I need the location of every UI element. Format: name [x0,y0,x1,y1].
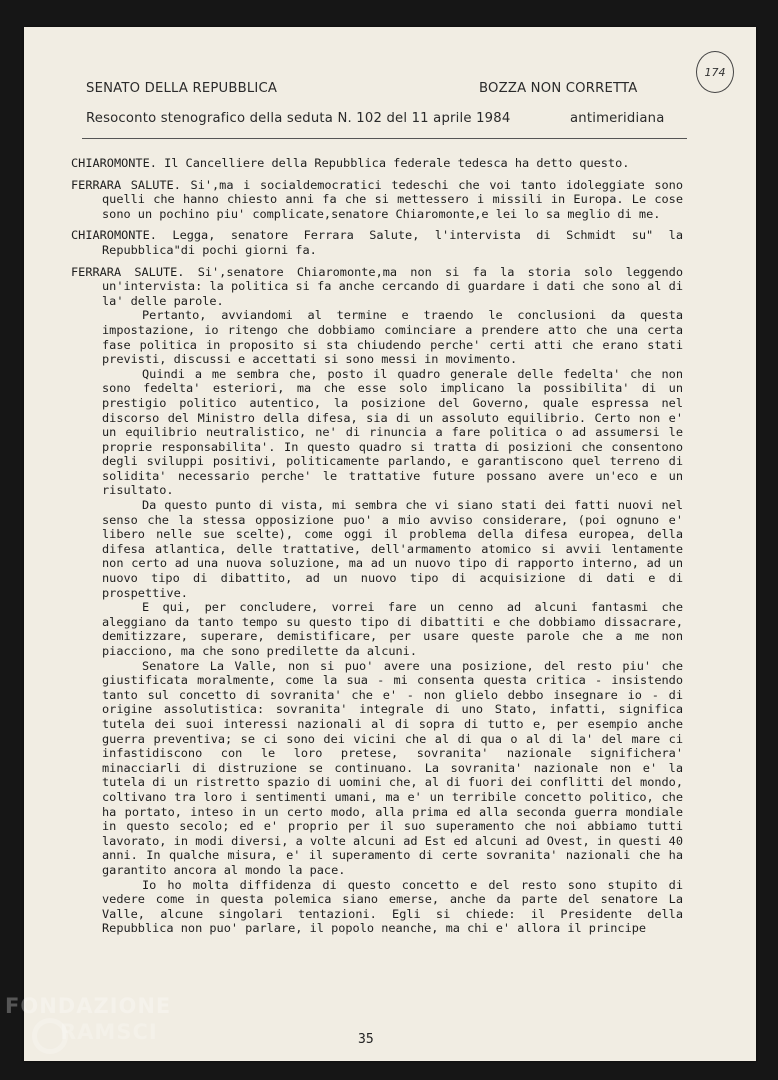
continuation-paragraph: Io ho molta diffidenza di questo concetto e del resto sono stupito di vedere come in questa polemica siano emerse, anche da parte del senatore La Valle, alcune singolari tentazioni. Egli si chiede: il Presidente della Repubblica non puo' parlare, il popolo neanche, ma chi e' allora il principe [102,877,683,936]
continuation-paragraph: Da questo punto di vista, mi sembra che vi siano stati dei fatti nuovi nel senso che la stessa opposizione puo' a mio avviso considerare, (poi ognuno e' libero nelle sue scelte), come oggi il problema della difesa europea, della difesa atlantica, delle trattative, dell'armamento atomico si avvii lentamente non certo ad una nuova soluzione, ma ad un nuovo tipo di rapporto interno, ad un nuovo tipo di dibattito, ad un nuovo tipo di acquisizione di dati e di prospettive. [102,498,683,600]
page-number: 35 [358,1032,374,1047]
speaker-name: FERRARA SALUTE. [71,264,185,279]
continuation-paragraph: E qui, per concludere, vorrei fare un cenno ad alcuni fantasmi che aleggiano da tanto tempo su questo tipo di dibattiti e che dobbiamo dissacrare, demitizzare, superare, demistificare, per usare queste parole che a me non piacciono, ma che sono predilette da alcuni. [102,600,683,658]
speaker-name: CHIAROMONTE. [71,156,157,170]
archive-stamp: 174 [696,51,734,93]
watermark-logo-line1: FONDAZIONE [5,994,172,1018]
header-divider [82,138,687,139]
draft-label: BOZZA NON CORRETTA [479,81,638,96]
session-period: antimeridiana [570,111,665,126]
speech-text: Legga, senatore Ferrara Salute, l'intervista di Schmidt su" la Repubblica"di pochi giorni fa. [102,228,684,257]
speech-text: Il Cancelliere della Repubblica federale tedesca ha detto questo. [164,156,630,170]
continuation-paragraph: Pertanto, avviandomi al termine e traendo le conclusioni da questa impostazione, io ritengo che dobbiamo cominciare a prendere atto che una certa fase politica in proposito si sta chiudendo perche' certi atti che erano stati previsti, discussi e accettati si sono messi in movimento. [102,308,683,367]
senate-heading: SENATO DELLA REPUBBLICA [86,81,278,96]
transcript-paragraph [71,156,683,171]
speaker-name: CHIAROMONTE. [71,228,157,243]
speaker-name: FERRARA SALUTE. [71,177,181,192]
transcript-paragraph [71,228,683,257]
speech-text: Si',senatore Chiaromonte,ma non si fa la storia solo leggendo un'intervista: la politica si fa anche cercando di guardare i dati che sono al di la' delle parole. [102,264,683,308]
continuation-paragraph: Quindi a me sembra che, posto il quadro generale delle fedelta' che non sono fedelta' esteriori, ma che esse solo implicano la possibilita' di un prestigio politico autentico, la posizione del Governo, quale espressa nel discorso del Ministro della difesa, sia di un assoluto equilibrio. Certo non e' un equilibrio neutralistico, ne' di rinuncia a fare politica o ad assumersi le proprie responsabilita'. In questo quadro si tratta di posizioni che consentono degli sviluppi positivi, politicamente parlando, e garantiscono quel terreno di solidita' necessario perche' le trattative future possano avere un'eco e un risultato. [102,366,683,498]
speech-text: Si',ma i socialdemocratici tedeschi che voi tanto idoleggiate sono quelli che hanno chiesto anni fa che si mettessero i missili in Europa. Le cose sono un pochino piu' complicate,senatore Chiaromonte,e lei lo sa meglio di me. [102,177,683,221]
continuation-paragraph: Senatore La Valle, non si puo' avere una posizione, del resto piu' che giustificata moralmente, come la sua - mi consenta questa critica - insistendo tanto sul concetto di sovranita' che e' - non glielo debbo insegnare io - di origine assolutistica: sovranita' integrale di uno Stato, infatti, significa tutela dei suoi interessi nazionali al di sopra di tutto e, per esempio anche guerra preventiva; se ci sono dei vicini che al di qua o al di la' del mare ci infastidiscono con le loro pretese, sovranita' nazionale significhera' minacciarli di distruzione se continuano. La sovranita' nazionale non e' la tutela di un ristretto spazio di uomini che, al di fuori dei conflitti del mondo, coltivano tra loro i sentimenti umani, ma e' un terribile concetto politico, che ha portato, inteso in un certo modo, alla prima ed alla seconda guerra mondiale in questo secolo; ed e' proprio per il suo superamento che noi abbiamo tutti lavorato, in modi diversi, a volte alcuni ad Est ed alcuni ad Ovest, in questi 40 anni. In qualche misura, e' il superamento di certe sovranita' nazionali che ha garantito ancora al mondo la pace. [102,658,683,877]
document-page [24,27,756,1061]
transcript-paragraph [71,265,683,309]
transcript-body [71,156,683,936]
transcript-paragraph [71,178,683,222]
session-report-title: Resoconto stenografico della seduta N. 102 del 11 aprile 1984 [86,111,511,126]
watermark-logo-line2: RAMSCI [60,1020,158,1044]
